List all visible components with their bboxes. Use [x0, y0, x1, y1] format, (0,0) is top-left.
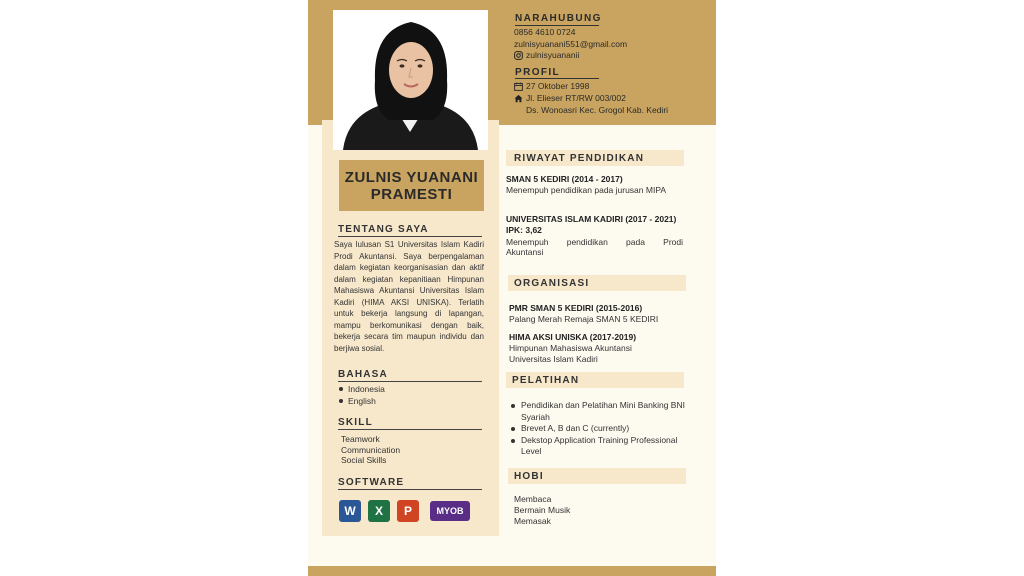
- organisasi-desc-1: Palang Merah Remaja SMAN 5 KEDIRI: [509, 314, 659, 324]
- organisasi-title: ORGANISASI: [514, 278, 590, 289]
- instagram-handle: zulnisyuananii: [526, 50, 580, 60]
- list-item: Pendidikan dan Pelatihan Mini Banking BNI Syariah: [509, 400, 694, 423]
- pendidikan-ipk: IPK: 3,62: [506, 225, 542, 235]
- pendidikan-desc-1: Menempuh pendidikan pada jurusan MIPA: [506, 185, 667, 195]
- name-first: ZULNIS YUANANI: [344, 168, 479, 186]
- profil-address-row: [514, 93, 626, 103]
- skill-title: SKILL: [338, 417, 373, 428]
- profil-address-line1: Jl. Elieser RT/RW 003/002: [526, 93, 626, 103]
- contact-title: NARAHUBUNG: [515, 13, 602, 24]
- excel-icon: X: [368, 500, 390, 522]
- about-divider: [338, 236, 482, 237]
- list-item: Communication: [341, 444, 401, 455]
- contact-divider: [515, 25, 599, 26]
- organisasi-desc-2b: Universitas Islam Kadiri: [509, 354, 598, 364]
- home-icon: [514, 94, 523, 103]
- profile-photo: [333, 10, 488, 150]
- software-divider: [338, 489, 482, 490]
- list-item: Indonesia: [338, 383, 385, 395]
- profil-birthdate: 27 Oktober 1998: [526, 81, 590, 91]
- about-text: Saya lulusan S1 Universitas Islam Kadiri Prodi Akuntansi. Saya berpengalaman dalam kegiatan keorganisasian dan aktif dalam kegiatan kepanitiaan Himpunan Mahasiswa Akuntansi Universitas Islam Kadiri (HIMA AKSI UNISKA). Terlatih untuk bekerja langsung di lapangan, mampu berkomunikasi dengan baik, bekerja secara tim maupun individu dan berjiwa sosial.: [334, 240, 484, 353]
- list-item: English: [338, 395, 385, 407]
- contact-phone: 0856 4610 0724: [514, 27, 576, 37]
- footer-band: [308, 566, 716, 576]
- calendar-icon: [514, 82, 523, 91]
- list-item: Bermain Musik: [514, 505, 571, 515]
- profil-address-line2: Ds. Wonoasri Kec. Grogol Kab. Kediri: [526, 105, 669, 115]
- powerpoint-icon: P: [397, 500, 419, 522]
- pendidikan-title: RIWAYAT PENDIDIKAN: [514, 153, 645, 164]
- profil-title: PROFIL: [515, 67, 561, 78]
- bahasa-list: [338, 383, 385, 407]
- list-item: Social Skills: [341, 455, 387, 465]
- instagram-icon: [514, 51, 523, 60]
- word-icon: W: [339, 500, 361, 522]
- list-item: Membaca: [514, 494, 552, 504]
- profil-divider: [515, 78, 599, 79]
- list-item: Memasak: [514, 516, 551, 526]
- bahasa-title: BAHASA: [338, 369, 388, 380]
- organisasi-name-1: PMR SMAN 5 KEDIRI (2015-2016): [509, 303, 643, 313]
- name-box: [339, 160, 484, 211]
- profil-birthdate-row: [514, 81, 589, 91]
- contact-email: zulnisyuanani551@gmail.com: [514, 39, 628, 49]
- name-last: PRAMESTI: [370, 185, 453, 203]
- contact-instagram-row: [514, 50, 579, 60]
- pendidikan-desc-2a: Menempuh pendidikan pada Prodi: [506, 237, 683, 247]
- organisasi-name-2: HIMA AKSI UNISKA (2017-2019): [509, 332, 637, 342]
- bahasa-divider: [338, 381, 482, 382]
- list-item: Brevet A, B dan C (currently): [509, 423, 694, 435]
- list-item: Dekstop Application Training Professional Level: [509, 435, 694, 458]
- software-icons: [339, 500, 470, 522]
- skill-list: [341, 434, 400, 466]
- cv-page: [308, 0, 716, 576]
- pelatihan-list: [509, 400, 694, 458]
- organisasi-desc-2a: Himpunan Mahasiswa Akuntansi: [509, 343, 632, 353]
- skill-divider: [338, 429, 482, 430]
- myob-logo: MYOB: [430, 501, 470, 521]
- pendidikan-desc-2b: Akuntansi: [506, 247, 544, 257]
- pendidikan-school-2: UNIVERSITAS ISLAM KADIRI (2017 - 2021): [506, 214, 677, 224]
- about-title: TENTANG SAYA: [338, 224, 429, 235]
- list-item: Teamwork: [341, 434, 380, 444]
- pendidikan-school-1: SMAN 5 KEDIRI (2014 - 2017): [506, 174, 623, 184]
- pelatihan-title: PELATIHAN: [512, 375, 580, 386]
- software-title: SOFTWARE: [338, 477, 405, 488]
- hobi-title: HOBI: [514, 471, 544, 482]
